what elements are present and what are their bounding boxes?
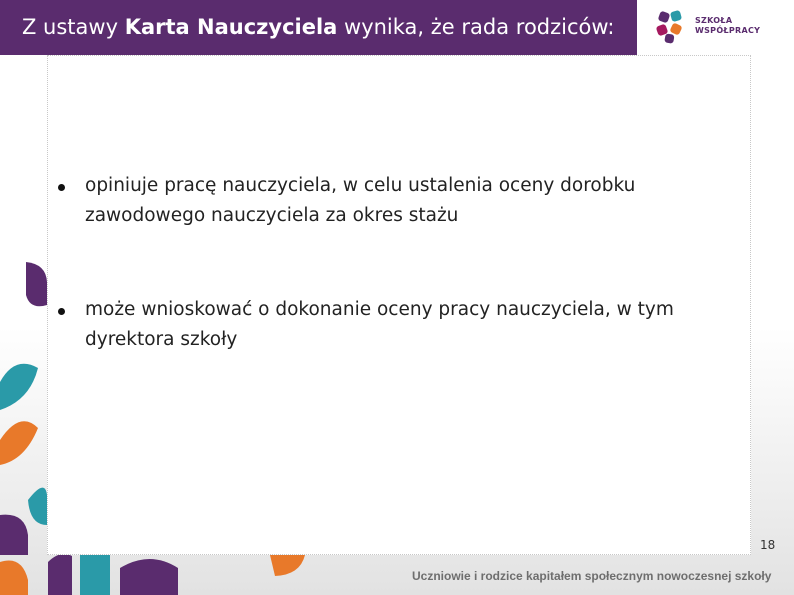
logo-line-2: WSPÓŁPRACY <box>695 26 761 35</box>
deco-orange-bottom-1 <box>270 555 305 576</box>
deco-purple-block-1 <box>0 515 28 555</box>
deco-teal-bottom-1 <box>80 555 110 595</box>
logo-mark-icon <box>655 10 691 46</box>
deco-purple-arc-1 <box>26 262 47 306</box>
deco-orange-leaf-1 <box>0 421 38 465</box>
title-prefix: Z ustawy <box>22 15 125 39</box>
page-number: 18 <box>760 538 776 552</box>
bullet-item: może wnioskować o dokonanie oceny pracy nauczyciela, w tym dyrektora szkoły <box>62 295 732 355</box>
title-suffix: wynika, że rada rodziców: <box>337 15 615 39</box>
bullet-item: opiniuje pracę nauczyciela, w celu ustalenia oceny dorobku zawodowego nauczyciela za okres stażu <box>62 171 732 231</box>
deco-teal-leaf-2 <box>28 488 47 525</box>
slide-title <box>0 0 637 55</box>
szkola-wspolpracy-logo <box>655 8 765 48</box>
logo-text <box>695 16 760 36</box>
bullet-list <box>62 171 732 419</box>
footer-slogan: Uczniowie i rodzice kapitałem społecznym nowoczesnej szkoły <box>412 569 772 583</box>
deco-orange-block-1 <box>0 560 28 595</box>
logo-line-1: SZKOŁA <box>695 16 733 25</box>
title-bold: Karta Nauczyciela <box>124 15 338 39</box>
deco-purple-bottom-1 <box>48 554 72 595</box>
deco-teal-leaf-1 <box>0 364 38 410</box>
content-area <box>47 55 751 555</box>
deco-purple-bottom-2 <box>120 559 178 595</box>
